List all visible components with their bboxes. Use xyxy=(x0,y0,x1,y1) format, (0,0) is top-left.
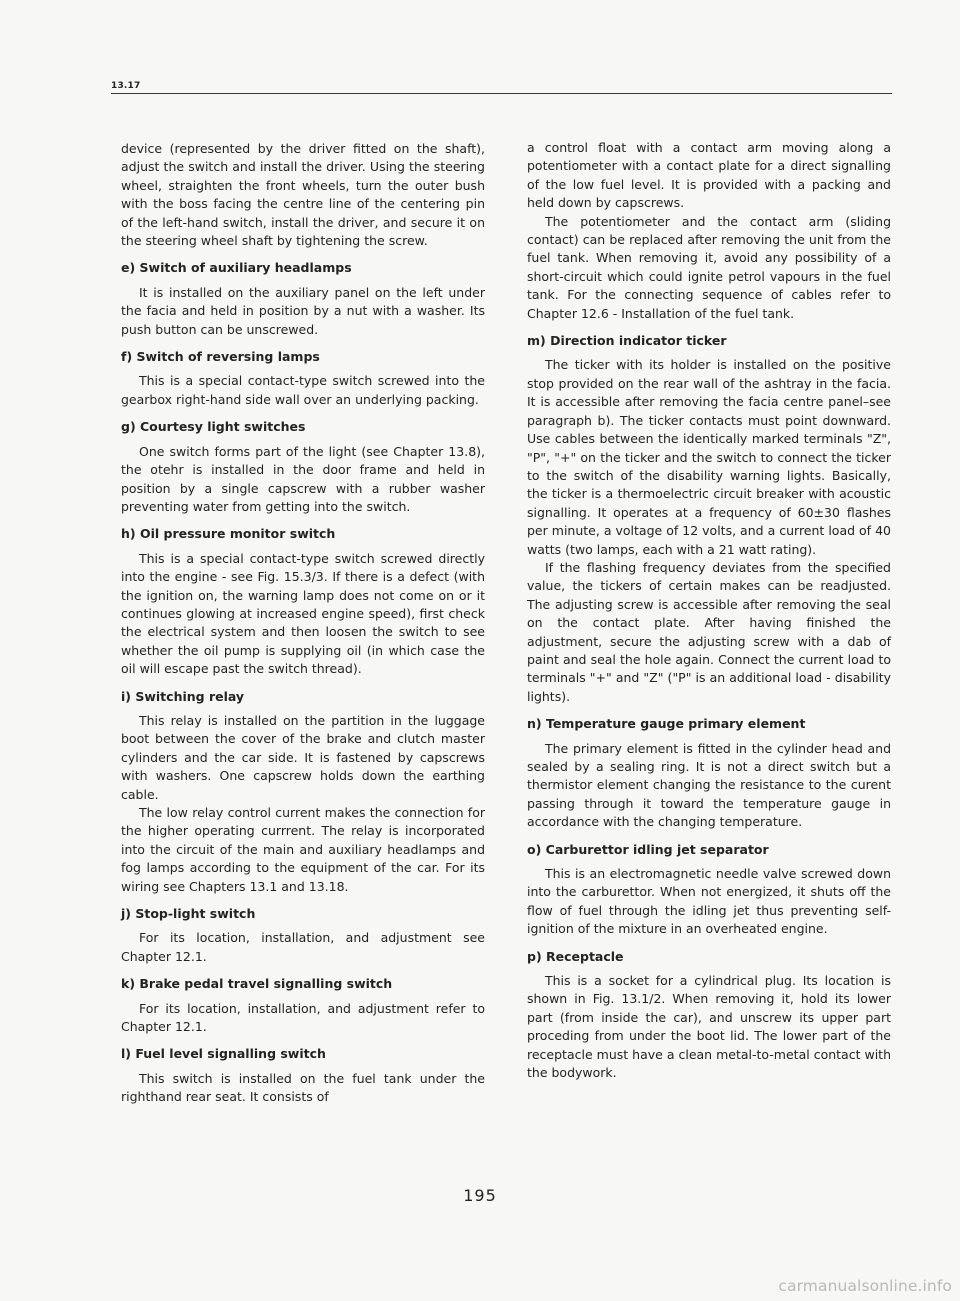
section-heading: n) Temperature gauge primary element xyxy=(527,716,806,732)
section-heading: j) Stop-light switch xyxy=(121,906,256,922)
paragraph: This is a socket for a cylindrical plug. Its location is shown in Fig. 13.1/2. When removing it, hold its lower part (from inside the car), and unscrew its upper part proceding from under the boot lid. The lower part of the receptacle must have a clean metal-to-metal contact with the bodywork. xyxy=(527,973,891,1081)
paragraph: One switch forms part of the light (see Chapter 13.8), the otehr is installed in the door frame and held in position by a single capscrew with a rubber washer preventing water from getting into the switch. xyxy=(121,443,485,514)
section-heading: k) Brake pedal travel signalling switch xyxy=(121,976,393,992)
section-heading: p) Receptacle xyxy=(527,948,624,964)
section-heading: m) Direction indicator ticker xyxy=(527,333,727,349)
section-heading: e) Switch of auxiliary headlamps xyxy=(121,260,352,276)
paragraph: This relay is installed on the partition in the luggage boot between the cover of the brake and clutch master cylinders and the car side. It is fastened by capscrews with washers. One capscrew holds down the earthing cable. xyxy=(121,712,485,802)
paragraph: device (represented by the driver fitted on the shaft), adjust the switch and install the driver. Using the steering wheel, straighten the front wheels, turn the outer bush with the boss facing the centre line of the centering pin of the left-hand switch, install the driver, and secure it on the steering wheel shaft by tightening the screw. xyxy=(121,141,485,249)
paragraph: This switch is installed on the fuel tank under the righthand rear seat. It consists of xyxy=(121,1070,485,1105)
paragraph: This is a special contact-type switch screwed directly into the engine - see Fig. 15.3/3. If there is a defect (with the ignition on, the warning lamp does not come on or it continues glowing at increased engine speed), first check the electrical system and then loosen the switch to see whether the oil pump is supplying oil (in which case the oil will escape past the switch thread). xyxy=(121,550,485,677)
section-heading: h) Oil pressure monitor switch xyxy=(121,526,336,542)
page-number: 195 xyxy=(463,1186,497,1205)
paragraph: The ticker with its holder is installed on the positive stop provided on the rear wall of the ashtray in the facia. It is accessible after removing the facia centre panel–see paragraph b). The ticker contacts must point downward. Use cables between the identically marked terminals "Z", "P", "+" on the ticker and the switch to connect the ticker to the switch of the disability warning lights. Basically, the ticker is a thermoelectric circuit breaker with acoustic signalling. It operates at a frequency of 60±30 flashes per minute, a voltage of 12 volts, and a current load of 40 watts (two lamps, each with a 21 watt rating). xyxy=(527,357,891,557)
paragraph: If the flashing frequency deviates from the specified value, the tickers of certain makes can be readjusted. The adjusting screw is accessible after removing the seal on the contact plate. After having finished the adjustment, secure the adjusting screw with a dab of paint and seal the hole again. Connect the current load to terminals "+" and "Z" ("P" is an additional load - disability lights). xyxy=(527,559,891,704)
watermark: carmanualsonline.info xyxy=(778,1277,952,1295)
paragraph: The primary element is fitted in the cylinder head and sealed by a sealing ring. It is not a direct switch but a thermistor element changing the resistance to the curent passing through it toward the temperature gauge in accordance with the changing temperature. xyxy=(527,740,891,830)
paragraph: The potentiometer and the contact arm (sliding contact) can be replaced after removing the unit from the fuel tank. When removing it, avoid any possibility of a short-circuit which could ignite petrol vapours in the fuel tank. For the connecting sequence of cables refer to Chapter 12.6 - Installation of the fuel tank. xyxy=(527,213,891,321)
section-heading: o) Carburettor idling jet separator xyxy=(527,841,769,857)
paragraph: The low relay control current makes the connection for the higher operating currrent. The relay is incorporated into the circuit of the main and auxiliary headlamps and fog lamps according to the equipment of the car. For its wiring see Chapters 13.1 and 13.18. xyxy=(121,805,485,894)
section-heading: g) Courtesy light switches xyxy=(121,419,306,435)
section-heading: l) Fuel level signalling switch xyxy=(121,1046,326,1062)
paragraph: It is installed on the auxiliary panel on the left under the facia and held in position by a nut with a washer. Its push button can be unscrewed. xyxy=(121,284,485,337)
paragraph: This is a special contact-type switch screwed into the gearbox right-hand side wall over an underlying packing. xyxy=(121,373,485,407)
paragraph: For its location, installation, and adjustment refer to Chapter 12.1. xyxy=(121,1000,485,1035)
header-rule xyxy=(111,93,892,94)
section-number: 13.17 xyxy=(111,81,141,91)
right-column xyxy=(527,139,891,1083)
section-heading: f) Switch of reversing lamps xyxy=(121,349,320,365)
paragraph: This is an electromagnetic needle valve screwed down into the carburettor. When not energized, it shuts off the flow of fuel through the idling jet thus preventing self-ignition of the mixture in an overheated engine. xyxy=(527,866,891,937)
paragraph: For its location, installation, and adjustment see Chapter 12.1. xyxy=(121,930,485,964)
paragraph: a control float with a contact arm moving along a potentiometer with a contact plate for a direct signalling of the low fuel level. It is provided with a packing and held down by capscrews. xyxy=(527,140,891,211)
section-heading: i) Switching relay xyxy=(121,688,245,704)
left-column xyxy=(121,140,485,1107)
